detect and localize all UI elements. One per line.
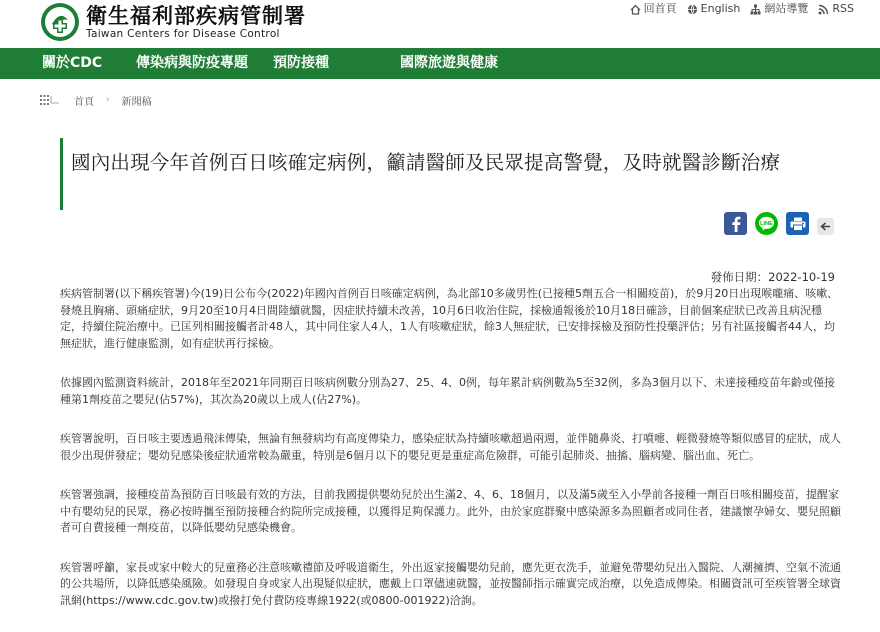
home-link-label: 回首頁 xyxy=(643,2,677,15)
site-name-zh: 衛生福利部疾病管制署 xyxy=(86,3,306,28)
article-paragraph: 依據國內監測資料統計，2018年至2021年同期百日咳病例數分別為27、25、4、0例，每年累計病例數為5至32例，多為3個月以下、未達接種疫苗年齡或僅接種第1劑疫苗之嬰兒(佔57%)，其次為20歲以上成人(佔27%)。 xyxy=(60,376,835,406)
print-icon xyxy=(790,217,806,231)
line-icon xyxy=(758,216,775,231)
nav-item-travel[interactable]: 國際旅遊與健康 xyxy=(400,55,498,71)
breadcrumb-home[interactable]: 首頁 xyxy=(74,96,94,108)
sitemap-link-label: 網站導覽 xyxy=(764,2,809,15)
home-icon xyxy=(630,4,641,15)
rss-icon xyxy=(818,4,829,15)
globe-icon xyxy=(687,4,698,15)
cdc-emblem-icon xyxy=(40,2,80,42)
sitemap-icon xyxy=(750,4,761,15)
breadcrumb-separator-icon: › xyxy=(106,95,110,105)
nav-item-about[interactable]: 關於CDC xyxy=(42,55,103,71)
share-buttons xyxy=(724,212,840,235)
site-name-en: Taiwan Centers for Disease Control xyxy=(86,27,280,40)
rss-link-label: RSS xyxy=(832,2,854,15)
utility-links xyxy=(620,2,854,16)
english-link-label: English xyxy=(700,2,741,15)
main-nav xyxy=(0,48,880,79)
nav-item-vaccination[interactable]: 預防接種 xyxy=(273,55,329,71)
breadcrumb-news[interactable]: 新聞稿 xyxy=(121,96,152,108)
back-icon xyxy=(820,222,831,231)
article-paragraph: 疾管署強調，接種疫苗為預防百日咳最有效的方法，目前我國提供嬰幼兒於出生滿2、4、6、18個月，以及滿5歲至入小學前各接種一劑百日咳相關疫苗，提醒家中有嬰幼兒的民眾，務必按時攜至預防接種合約院所完成接種，以獲得足夠保護力。此外，由於家庭群聚中感染源多為照顧者或同住者，建議懷孕婦女、嬰兒照顧者可自費接種一劑疫苗，以降低嬰幼兒感染機會。 xyxy=(60,488,841,534)
home-link[interactable] xyxy=(630,2,677,16)
breadcrumb-grid-icon xyxy=(40,95,60,105)
sitemap-link[interactable] xyxy=(750,2,808,16)
line-share-button[interactable] xyxy=(755,212,778,235)
facebook-icon xyxy=(730,216,742,232)
title-accent-bar xyxy=(60,138,63,210)
nav-item-diseases[interactable]: 傳染病與防疫專題 xyxy=(136,55,248,71)
article-paragraph: 疾管署呼籲，家長或家中較大的兒童務必注意咳嗽禮節及呼吸道衛生，外出返家接觸嬰幼兒前，應先更衣洗手，並避免帶嬰幼兒出入醫院、人潮擁擠、空氣不流通的公共場所，以降低感染風險。如發現自身或家人出現疑似症狀，應戴上口罩儘速就醫，並按醫師指示確實完成治療，以免造成傳染。相關資訊可至疾管署全球資訊網(https://www.cdc.gov.tw)或撥打免付費防疫專線1922(或0800-001922)洽詢。 xyxy=(60,560,841,607)
breadcrumb xyxy=(40,89,152,111)
facebook-share-button[interactable] xyxy=(724,212,747,235)
rss-link[interactable] xyxy=(818,2,854,16)
publish-date: 發佈日期：2022-10-19 xyxy=(710,270,835,284)
print-button[interactable] xyxy=(786,212,809,235)
english-link[interactable] xyxy=(687,2,741,16)
back-button[interactable] xyxy=(817,218,834,235)
article-paragraph: 疾管署說明，百日咳主要透過飛沫傳染，無論有無發病均有高度傳染力，感染症狀為持續咳嗽超過兩週，並伴隨鼻炎、打噴嚏、輕微發燒等類似感冒的症狀，成人很少出現併發症；嬰幼兒感染後症狀通常較為嚴重，特別是6個月以下的嬰兒更是重症高危險群，可能引起肺炎、抽搐、腦病變、腦出血、死亡。 xyxy=(60,432,841,462)
article-paragraph: 疾病管制署(以下稱疾管署)今(19)日公布今(2022)年國內首例百日咳確定病例，為北部10多歲男性(已接種5劑五合一相關疫苗)，於9月20日出現喉嚨痛、咳嗽、發燒且胸痛、頭痛症狀，9月20至10月4日間陸續就醫，因症狀持續未改善，10月6日收治住院，採檢通報後於10月18日確診，目前個案症狀已改善且病況穩定，持續住院治療中。已匡列相關接觸者計48人，其中同住家人4人，1人有咳嗽症狀，餘3人無症狀，已安排採檢及預防性投藥評估；另有社區接觸者44人，均無症狀，進行健康監測，如有症狀再行採檢。 xyxy=(60,287,839,350)
site-header xyxy=(0,0,880,48)
article-body xyxy=(60,286,842,632)
svg-text:LINE: LINE xyxy=(760,220,773,227)
page-title: 國內出現今年首例百日咳確定病例，籲請醫師及民眾提高警覺，及時就醫診斷治療 xyxy=(71,151,781,174)
site-logo[interactable] xyxy=(40,2,306,42)
